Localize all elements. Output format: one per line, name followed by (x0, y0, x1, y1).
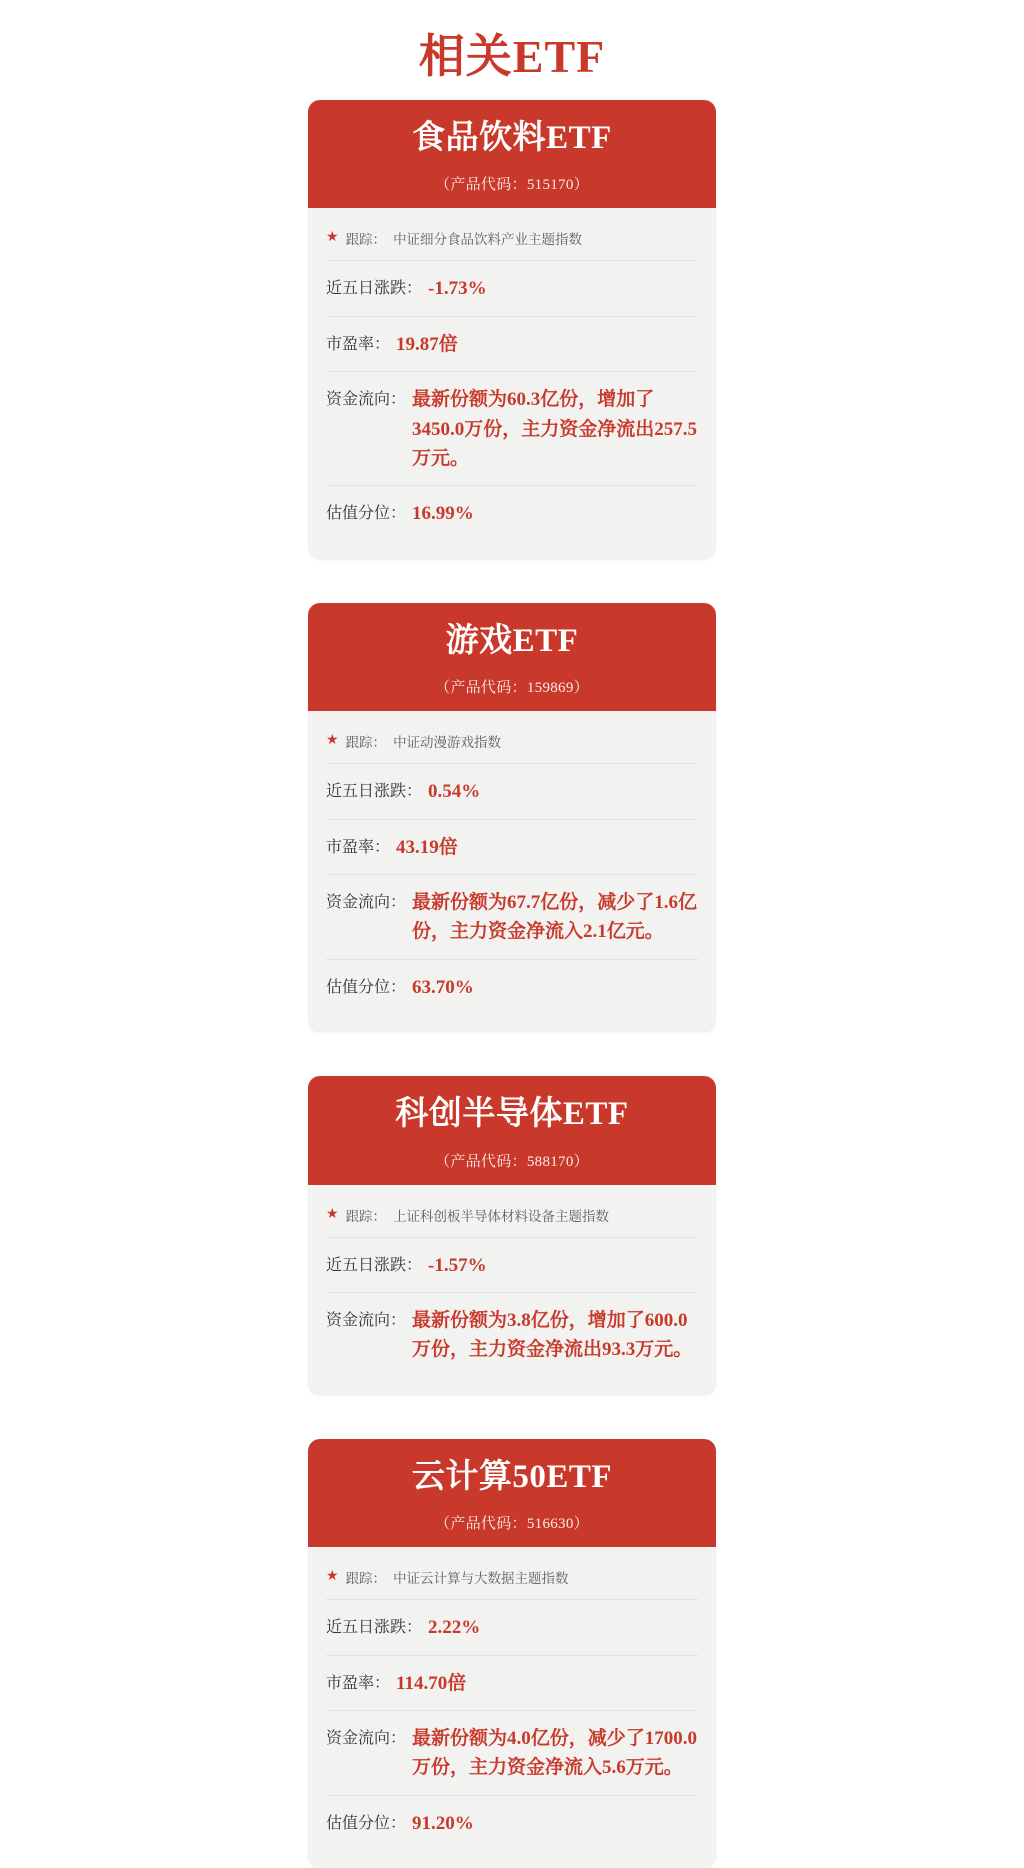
etf-card-grid (0, 100, 1024, 1868)
valuation-value: 16.99% (412, 503, 474, 525)
pe-row (326, 317, 698, 372)
valuation-label: 估值分位： (326, 1814, 407, 1832)
code-prefix: （产品代码： (435, 1516, 527, 1533)
star-icon: ★ (326, 733, 339, 749)
flow-label: 资金流向： (326, 391, 407, 409)
star-icon: ★ (326, 1569, 339, 1585)
track-value: 上证科创板半导体材料设备主题指数 (393, 1208, 610, 1224)
etf-card-body (308, 208, 716, 559)
code-prefix: （产品代码： (435, 680, 527, 697)
code-prefix: （产品代码： (435, 177, 527, 194)
track-value: 中证动漫游戏指数 (393, 735, 502, 751)
flow-label: 资金流向： (326, 1730, 407, 1747)
valuation-label: 估值分位： (326, 505, 407, 523)
etf-name: 科创半导体ETF (395, 1096, 629, 1133)
flow-row (326, 372, 698, 486)
etf-code (318, 1512, 706, 1533)
code-value: 515170 (526, 177, 574, 194)
track-label: 跟踪： (345, 232, 387, 248)
etf-card-header (308, 1076, 716, 1184)
page-title: 相关ETF (418, 31, 606, 82)
etf-card[interactable] (308, 1439, 716, 1868)
flow-label: 资金流向： (326, 894, 407, 911)
pe-label: 市盈率： (326, 335, 391, 353)
track-row (326, 1199, 698, 1238)
pe-row (326, 1656, 698, 1711)
etf-name: 食品饮料ETF (412, 120, 612, 156)
etf-name: 游戏ETF (445, 622, 579, 659)
code-value: 588170 (526, 1153, 574, 1170)
etf-card-header (308, 603, 716, 711)
flow-value: 最新份额为4.0亿份，减少了1700.0万份，主力资金净流入5.6万元。 (412, 1728, 698, 1779)
etf-card[interactable] (308, 1076, 716, 1395)
change-5d-row (326, 764, 698, 819)
track-label: 跟踪： (345, 1571, 387, 1587)
track-label: 跟踪： (345, 1208, 387, 1224)
etf-code (318, 1150, 706, 1171)
etf-card-header (308, 100, 716, 208)
track-row (326, 1561, 698, 1600)
flow-row (326, 875, 698, 960)
etf-card[interactable] (308, 603, 716, 1032)
track-value: 中证云计算与大数据主题指数 (393, 1571, 569, 1587)
valuation-row (326, 486, 698, 540)
change-5d-value: -1.73% (428, 278, 487, 300)
etf-card-body (308, 1185, 716, 1395)
change-5d-row (326, 1600, 698, 1655)
change-5d-row (326, 1238, 698, 1293)
pe-row (326, 820, 698, 875)
code-suffix: ） (573, 680, 589, 697)
change-5d-value: 2.22% (428, 1617, 481, 1639)
flow-value: 最新份额为3.8亿份，增加了600.0万份，主力资金净流出93.3万元。 (412, 1310, 693, 1361)
pe-label: 市盈率： (326, 838, 391, 856)
flow-row (326, 1293, 698, 1377)
etf-name: 云计算50ETF (411, 1458, 613, 1495)
change-5d-label: 近五日涨跌： (326, 1256, 423, 1274)
track-row (326, 222, 698, 261)
valuation-value: 91.20% (412, 1812, 474, 1834)
change-5d-value: -1.57% (428, 1254, 487, 1276)
flow-row (326, 1711, 698, 1796)
etf-code (318, 173, 706, 194)
change-5d-row (326, 261, 698, 316)
valuation-value: 63.70% (412, 976, 474, 998)
track-value: 中证细分食品饮料产业主题指数 (393, 232, 583, 248)
track-row (326, 725, 698, 764)
star-icon: ★ (326, 1206, 339, 1222)
change-5d-label: 近五日涨跌： (326, 1619, 423, 1637)
pe-value: 114.70倍 (396, 1672, 467, 1694)
code-value: 516630 (526, 1516, 574, 1533)
code-suffix: ） (573, 177, 589, 194)
flow-value: 最新份额为67.7亿份，减少了1.6亿份，主力资金净流入2.1亿元。 (412, 892, 698, 943)
code-value: 159869 (526, 680, 574, 697)
code-suffix: ） (573, 1153, 589, 1170)
code-suffix: ） (573, 1516, 589, 1533)
etf-card-body (308, 1547, 716, 1868)
star-icon: ★ (326, 230, 339, 246)
change-5d-label: 近五日涨跌： (326, 280, 423, 298)
change-5d-value: 0.54% (428, 781, 481, 803)
pe-value: 43.19倍 (396, 836, 458, 858)
valuation-row (326, 1796, 698, 1850)
track-label: 跟踪： (345, 735, 387, 751)
pe-label: 市盈率： (326, 1674, 391, 1692)
flow-value: 最新份额为60.3亿份，增加了3450.0万份，主力资金净流出257.5万元。 (412, 389, 698, 469)
valuation-row (326, 960, 698, 1014)
etf-card-header (308, 1439, 716, 1547)
etf-card[interactable] (308, 100, 716, 559)
valuation-label: 估值分位： (326, 978, 407, 996)
pe-value: 19.87倍 (396, 333, 458, 355)
change-5d-label: 近五日涨跌： (326, 783, 423, 801)
code-prefix: （产品代码： (435, 1153, 527, 1170)
flow-label: 资金流向： (326, 1312, 407, 1329)
etf-card-body (308, 711, 716, 1032)
etf-code (318, 676, 706, 697)
